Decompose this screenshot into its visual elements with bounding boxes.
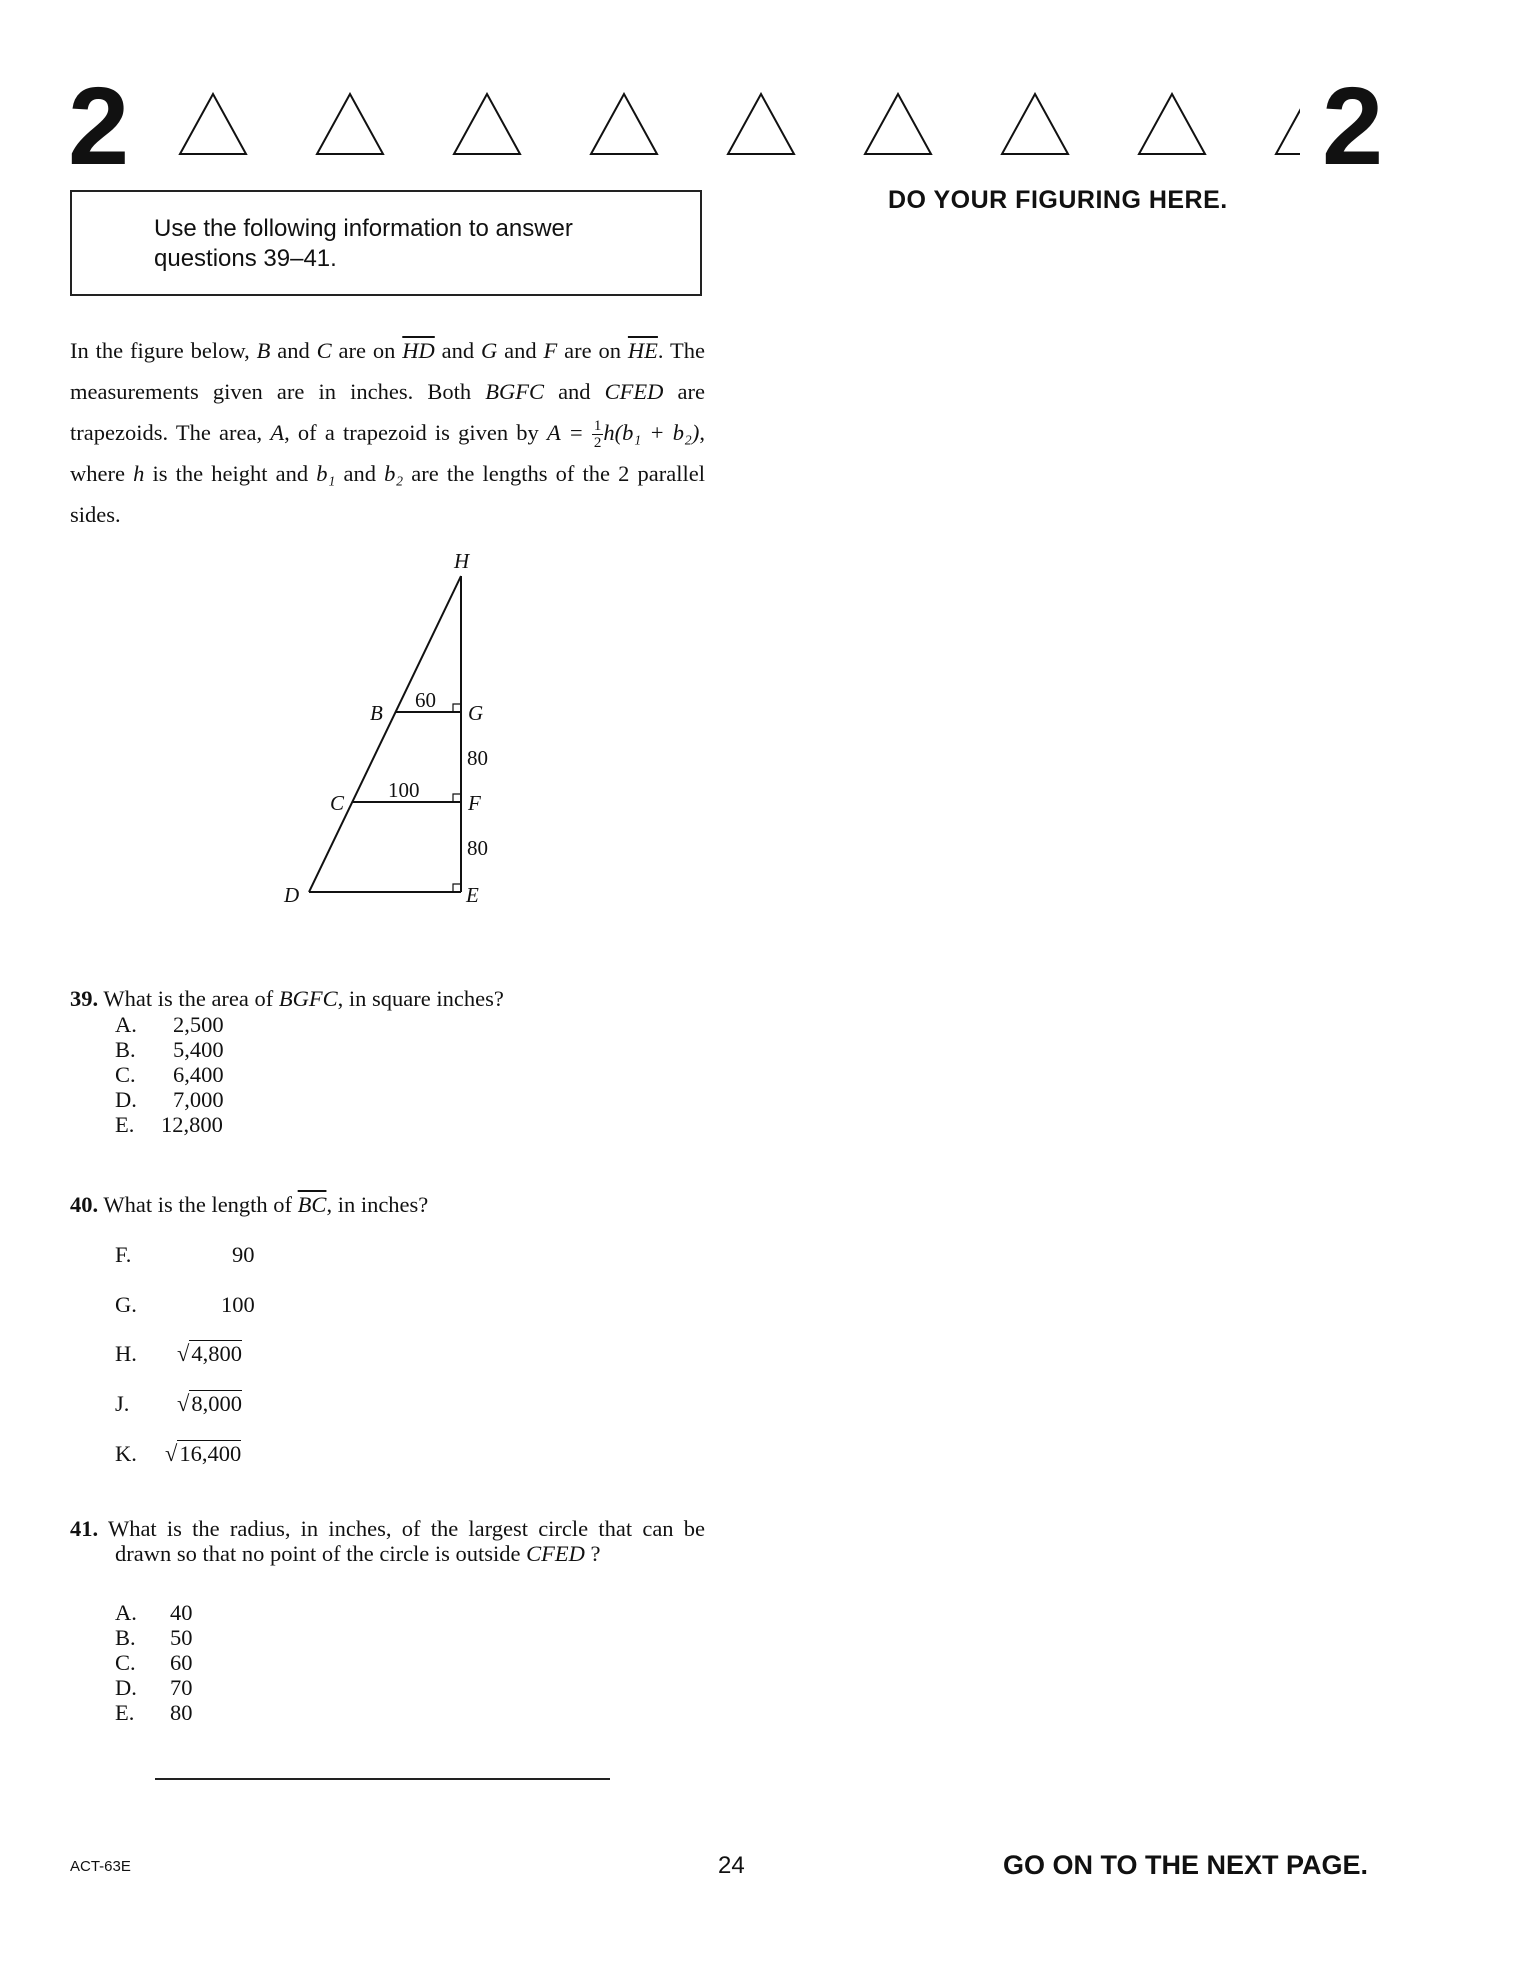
q41-options: A. 40 B. 50 C. 60 D. 70 E. 80 [115,1600,193,1725]
triangle-outline-icon [317,94,383,154]
q40-options: F. 90 G. 100 H. √4,800 J. √8,000 K. √16,400 [115,1242,255,1466]
question-39: 39. What is the area of BGFC, in square inches? [70,986,504,1011]
radical-icon: √ [177,1391,190,1416]
formula-fraction: $\frac{1}{2}$ [593,418,602,452]
measure-CF: 100 [388,778,420,802]
intro-paragraph: In the figure below, B and C are on $\overline{HD}$ and G and F are on $\overline{HE}$. The measurements given are in inches. Both BGFC and CFED are trapezoids. The area, A, of a trapezoid is given by A = $\frac{1}{2}$ h(b₁ + b₂), where h is the height and b₁ and b₂ are the lengths of the 2 parallel sides. [70,338,705,527]
radical-icon: √ [165,1441,178,1466]
figuring-label: DO YOUR FIGURING HERE. [888,186,1228,214]
label-F: F [468,791,481,815]
label-H: H [454,549,470,573]
label-G: G [468,701,484,725]
label-D: D [284,883,300,907]
next-page-label: GO ON TO THE NEXT PAGE. [1003,1850,1369,1880]
triangle-outline-icon [1276,94,1300,154]
triangle-outline-icon [180,94,246,154]
triangle-outline-icon [1002,94,1068,154]
measure-FE: 80 [467,836,488,860]
right-angle-F [453,794,461,802]
triangle-outline-icon [1139,94,1205,154]
info-box-text: Use the following information to answer questions 39–41. [154,215,573,272]
section-number-left: 2 [68,65,130,188]
label-B: B [370,701,383,725]
measure-BG: 60 [415,688,436,712]
question-40: 40. What is the length of $\overline{BC}$, in inches? [70,1192,429,1217]
section-divider [155,1778,610,1780]
label-E: E [466,883,479,907]
q39-options: A. 2,500 B. 5,400 C. 6,400 D. 7,000 E. 12,800 [115,1012,224,1137]
page-number: 24 [718,1852,745,1879]
right-angle-E [453,884,461,892]
trapezoid-figure [270,540,530,920]
radical-icon: √ [177,1341,190,1366]
measure-GF: 80 [467,746,488,770]
right-angle-G [453,704,461,712]
question-41: 41. What is the radius, in inches, of the largest circle that can be drawn so that no point of the circle is outside CFED ? [70,1516,706,1566]
triangle-outline-icon [454,94,520,154]
line-HD [309,576,461,892]
form-code: ACT-63E [70,1858,131,1875]
info-box [70,190,702,296]
triangle-outline-icon [865,94,931,154]
section-number-right: 2 [1322,65,1384,188]
triangle-row [170,92,1300,162]
label-C: C [330,791,345,815]
triangle-outline-icon [591,94,657,154]
triangle-outline-icon [728,94,794,154]
